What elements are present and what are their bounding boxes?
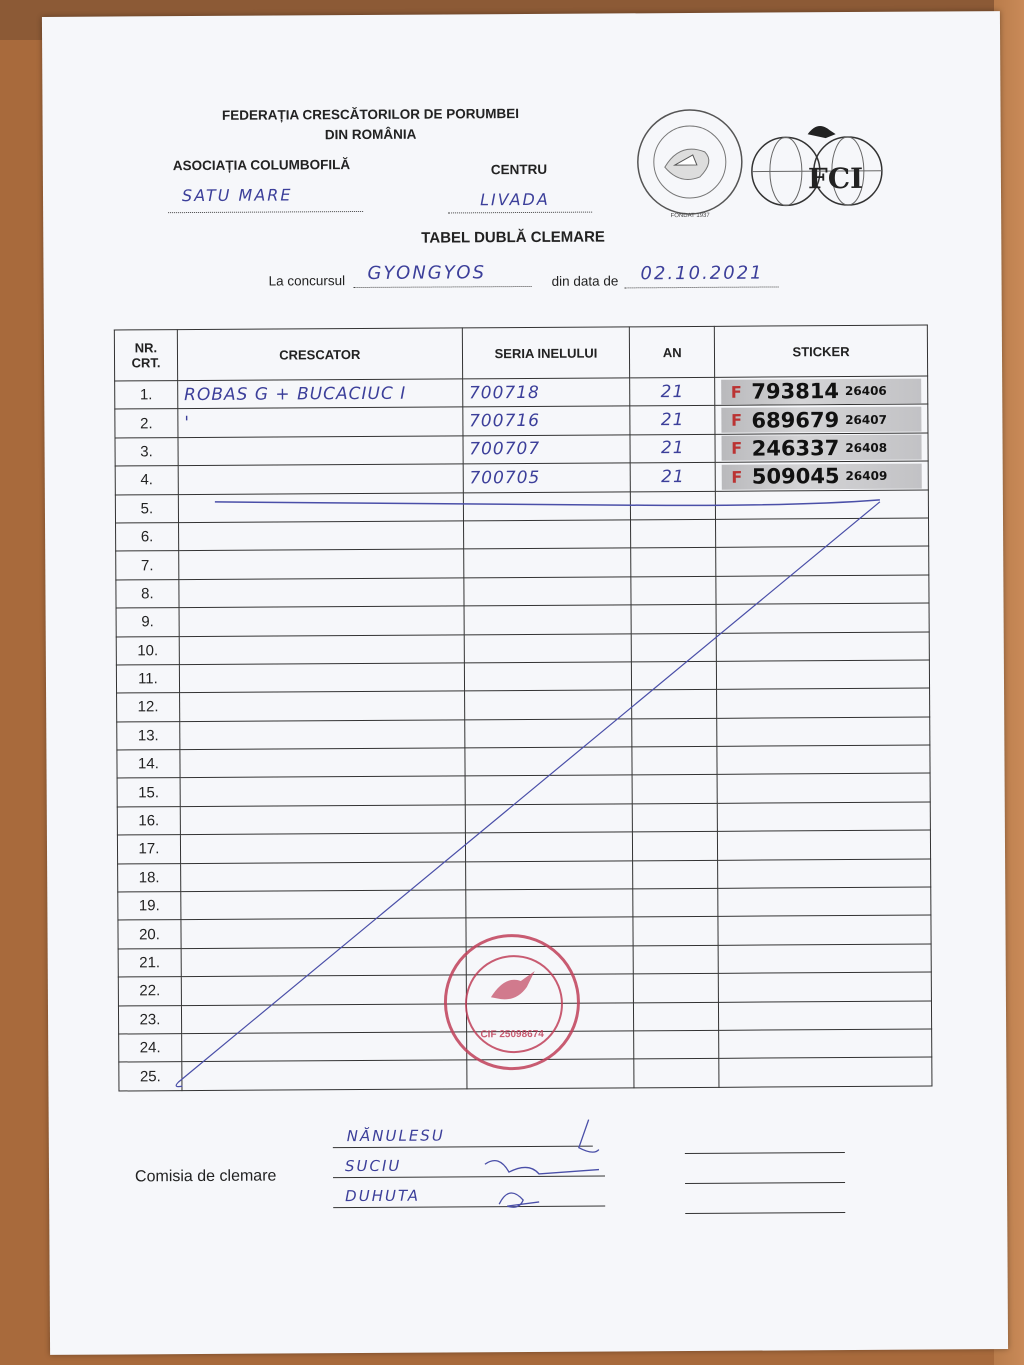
row-number: 22.	[118, 977, 181, 1006]
crescator-cell	[181, 918, 466, 948]
seria-cell	[464, 690, 632, 719]
sticker-cell	[716, 603, 929, 633]
seria-cell: 700716	[463, 406, 631, 435]
an-cell	[633, 860, 718, 889]
sticker-cell	[718, 887, 931, 917]
col-seria-inelului: SERIA INELULUI	[462, 327, 630, 379]
seria-cell: 700718	[462, 378, 630, 407]
an-cell	[631, 548, 716, 577]
an-cell	[633, 803, 718, 832]
sticker-serial: 26408	[845, 440, 888, 456]
sticker-cell	[717, 773, 930, 803]
row-number: 15.	[117, 778, 180, 807]
col-an: AN	[630, 326, 715, 378]
crescator-cell	[179, 634, 464, 664]
sticker-cell	[716, 575, 929, 605]
commission-member-2: SUCIU	[344, 1156, 402, 1176]
contest-value	[353, 262, 531, 288]
commission-label: Comisia de clemare	[134, 1167, 277, 1186]
sticker-prefix: F	[730, 382, 742, 402]
row-number: 1.	[115, 381, 178, 410]
crescator-cell	[179, 691, 464, 721]
sticker-cell	[719, 1001, 932, 1031]
sticker-cell	[716, 632, 929, 662]
row-number: 17.	[117, 835, 180, 864]
sticker-number: 246337	[751, 436, 840, 461]
crescator-cell	[179, 606, 464, 636]
row-number: 16.	[117, 806, 180, 835]
commission-member-3: DUHUTA	[345, 1186, 421, 1206]
row-number: 23.	[118, 1005, 181, 1034]
sticker-cell	[717, 745, 930, 775]
sticker-label	[722, 435, 922, 461]
seria-cell: 700705	[463, 463, 631, 492]
sticker-prefix: F	[731, 439, 743, 459]
sticker-label	[722, 463, 922, 489]
sticker-cell	[716, 518, 929, 548]
an-cell	[633, 945, 718, 974]
seria-cell	[464, 633, 632, 662]
commission-member-1: NĂNULESU	[346, 1126, 445, 1146]
an-cell	[634, 974, 719, 1003]
an-cell: 21	[630, 434, 715, 463]
sticker-serial: 26406	[844, 383, 887, 399]
crescator-cell	[178, 464, 463, 494]
sticker-cell	[717, 802, 930, 832]
crescator-cell	[180, 720, 465, 750]
seria-cell	[465, 889, 633, 918]
an-cell: 21	[630, 463, 715, 492]
sticker-cell	[719, 1029, 932, 1059]
row-number: 25.	[119, 1062, 182, 1091]
dove-icon	[487, 967, 539, 1007]
federation-title	[220, 104, 520, 146]
an-cell	[633, 888, 718, 917]
an-cell	[632, 718, 717, 747]
crescator-cell	[180, 748, 465, 778]
an-cell	[631, 604, 716, 633]
an-cell	[632, 633, 717, 662]
sticker-cell	[718, 915, 931, 945]
an-cell: 21	[630, 377, 715, 406]
row-number: 14.	[117, 750, 180, 779]
sticker-label	[721, 407, 921, 433]
official-stamp	[444, 934, 581, 1071]
association-value	[168, 185, 363, 213]
an-cell	[632, 746, 717, 775]
seria-cell	[465, 747, 633, 776]
row-number: 20.	[118, 920, 181, 949]
contest-handwriting: GYONGYOS	[367, 262, 487, 284]
sticker-prefix: F	[731, 467, 743, 487]
seria-cell: 700707	[463, 435, 631, 464]
row-number: 9.	[116, 608, 179, 637]
row-number: 8.	[116, 579, 179, 608]
crescator-cell	[180, 776, 465, 806]
crescator-cell	[182, 1060, 467, 1090]
sticker-cell	[715, 433, 928, 463]
fci-logo-text: FCI	[807, 161, 864, 196]
crescator-cell	[178, 492, 463, 522]
crescator-cell	[179, 549, 464, 579]
date-label: din data de	[551, 273, 619, 289]
col-nr-crt: NR. CRT.	[114, 330, 177, 381]
center-handwriting: LIVADA	[479, 189, 550, 210]
crescator-cell	[180, 833, 465, 863]
an-cell	[634, 1030, 719, 1059]
center-value	[448, 190, 592, 214]
handwritten-signatures	[479, 1113, 610, 1214]
row-number: 13.	[117, 721, 180, 750]
row-number: 11.	[116, 665, 179, 694]
sticker-number: 689679	[751, 407, 840, 433]
federation-line1: FEDERAȚIA CRESCĂTORILOR DE PORUMBEI	[221, 106, 520, 123]
crescator-cell	[182, 1032, 467, 1062]
row-number: 5.	[115, 494, 178, 523]
stamp-cif: CIF 25098674	[480, 1028, 544, 1041]
seria-cell	[463, 520, 631, 549]
seria-cell	[465, 775, 633, 804]
crescator-cell	[181, 947, 466, 977]
crescator-cell	[181, 890, 466, 920]
col-crescator: CRESCATOR	[177, 328, 462, 381]
sticker-number: 793814	[751, 379, 840, 404]
sticker-cell	[715, 490, 928, 520]
row-number: 19.	[118, 892, 181, 921]
row-number: 10.	[116, 636, 179, 665]
crescator-cell	[181, 975, 466, 1005]
seria-cell	[463, 491, 631, 520]
signature-line-1b	[685, 1152, 845, 1154]
center-label: CENTRU	[490, 161, 548, 178]
sticker-label	[721, 378, 921, 404]
an-cell	[632, 775, 717, 804]
an-cell	[631, 519, 716, 548]
sticker-cell	[715, 461, 928, 491]
an-cell	[633, 917, 718, 946]
sticker-cell	[715, 404, 928, 434]
sticker-cell	[717, 717, 930, 747]
an-cell	[633, 832, 718, 861]
contest-label: La concursul	[268, 273, 346, 289]
an-cell: 21	[630, 406, 715, 435]
an-cell	[631, 491, 716, 520]
sticker-cell	[718, 859, 931, 889]
seria-cell	[465, 832, 633, 861]
date-value	[624, 262, 778, 288]
federation-logo	[634, 107, 745, 218]
crescator-cell	[181, 1003, 466, 1033]
sticker-cell	[717, 688, 930, 718]
seria-cell	[465, 860, 633, 889]
row-number: 12.	[117, 693, 180, 722]
paper-sheet	[42, 11, 1008, 1355]
col-sticker: STICKER	[714, 325, 927, 377]
crescator-cell	[178, 436, 463, 466]
seria-cell	[463, 548, 631, 577]
crescator-cell	[178, 521, 463, 551]
row-number: 4.	[115, 466, 178, 495]
an-cell	[634, 1059, 719, 1088]
row-number: 3.	[115, 437, 178, 466]
row-number: 6.	[116, 523, 179, 552]
seria-cell	[464, 719, 632, 748]
row-number: 24.	[119, 1034, 182, 1063]
sticker-serial: 26409	[845, 469, 888, 484]
row-number: 21.	[118, 948, 181, 977]
federation-logo-footer: FONDAT 1937	[670, 212, 710, 220]
an-cell	[634, 1002, 719, 1031]
association-label: ASOCIAȚIA COLUMBOFILĂ	[172, 157, 351, 174]
sticker-cell	[718, 830, 931, 860]
row-number: 7.	[116, 551, 179, 580]
signature-line-2b	[685, 1182, 845, 1184]
seria-cell	[464, 662, 632, 691]
sticker-cell	[718, 972, 931, 1002]
crescator-cell: '	[178, 407, 463, 437]
crescator-cell: ROBAS G + BUCACIUC I	[178, 379, 463, 409]
an-cell	[632, 661, 717, 690]
sticker-cell	[719, 1057, 932, 1087]
row-number: 18.	[118, 863, 181, 892]
table-header-row	[114, 325, 927, 381]
crescator-cell	[179, 578, 464, 608]
an-cell	[631, 576, 716, 605]
federation-line2: DIN ROMÂNIA	[324, 126, 417, 143]
crescator-cell	[180, 805, 465, 835]
sticker-cell	[716, 660, 929, 690]
sticker-cell	[718, 944, 931, 974]
sticker-serial: 26407	[845, 412, 887, 427]
seria-cell	[465, 804, 633, 833]
seria-cell	[464, 577, 632, 606]
signature-line-3b	[685, 1212, 845, 1214]
sticker-cell	[715, 376, 928, 406]
form-title: TABEL DUBLĂ CLEMARE	[421, 228, 605, 247]
sticker-prefix: F	[730, 410, 743, 430]
crescator-cell	[181, 862, 466, 892]
sticker-number: 509045	[751, 464, 840, 489]
row-number: 2.	[115, 409, 178, 438]
association-handwriting: SATU MARE	[181, 185, 293, 206]
date-handwriting: 02.10.2021	[640, 262, 764, 285]
sticker-cell	[716, 546, 929, 576]
an-cell	[632, 690, 717, 719]
crescator-cell	[179, 663, 464, 693]
seria-cell	[464, 605, 632, 634]
